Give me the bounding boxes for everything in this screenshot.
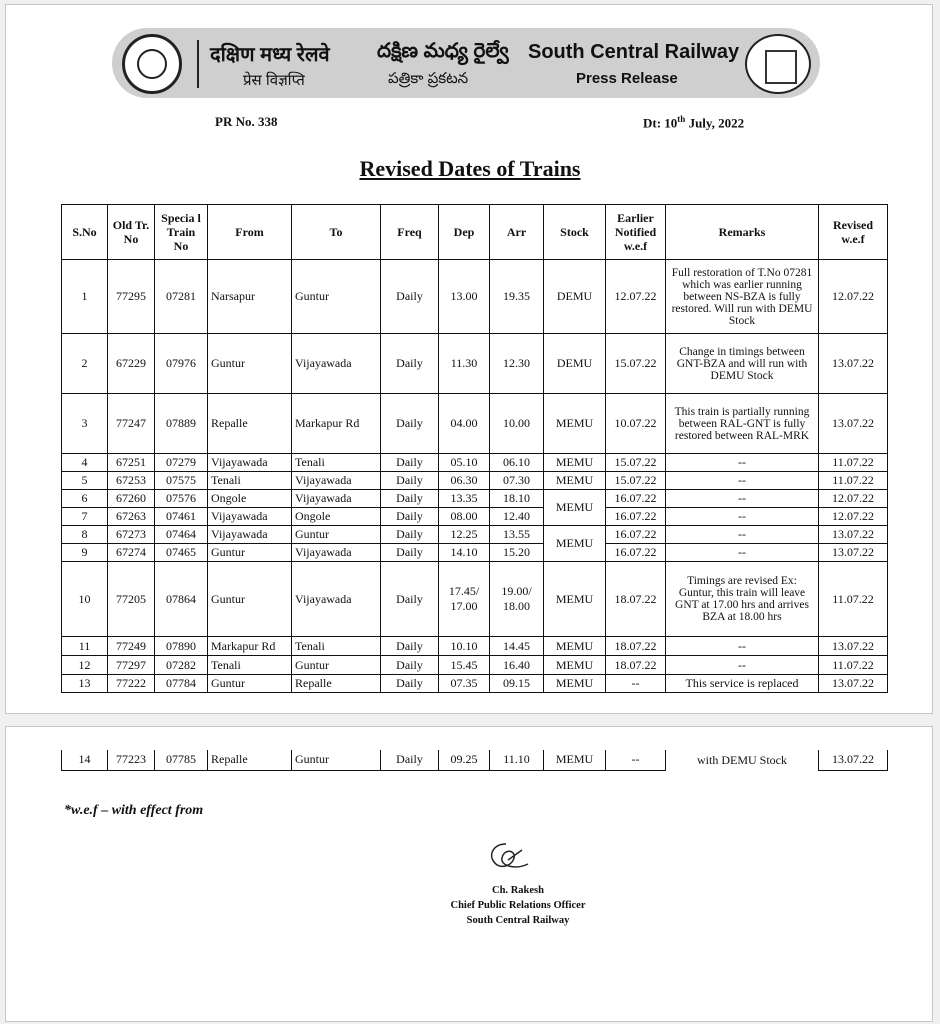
indian-railways-logo-icon [122, 34, 182, 94]
cell: 06.10 [490, 454, 544, 472]
cell: -- [666, 526, 819, 544]
cell: 07575 [155, 472, 208, 490]
cell: Daily [381, 750, 439, 770]
cell: This train is partially running between RAL-GNT is fully restored between RAL-MRK [666, 394, 819, 454]
table-row [62, 394, 888, 454]
cell: -- [606, 675, 666, 693]
cell: 07279 [155, 454, 208, 472]
table-row [62, 675, 888, 693]
cell: Vijayawada [208, 454, 292, 472]
cell: Change in timings between GNT-BZA and will run with DEMU Stock [666, 334, 819, 394]
footnote: *w.e.f – with effect from [64, 803, 204, 818]
cell: 13.55 [490, 526, 544, 544]
cell: 13.07.22 [819, 526, 888, 544]
cell: 77297 [108, 656, 155, 675]
cell: 14.10 [439, 544, 490, 562]
col-header: Dep [439, 205, 490, 260]
cell: 08.00 [439, 508, 490, 526]
cell: with DEMU Stock [666, 750, 819, 770]
english-press-release: Press Release [576, 70, 678, 87]
cell: Guntur [292, 526, 381, 544]
cell: 11.07.22 [819, 472, 888, 490]
cell: 14.45 [490, 637, 544, 656]
table-row [62, 334, 888, 394]
cell: Guntur [208, 562, 292, 637]
cell: 07461 [155, 508, 208, 526]
cell: Vijayawada [208, 526, 292, 544]
table-header-row [62, 205, 888, 260]
cell: 18.07.22 [606, 562, 666, 637]
cell: 16.07.22 [606, 544, 666, 562]
cell: 12.30 [490, 334, 544, 394]
cell: Tenali [292, 637, 381, 656]
cell: 11.07.22 [819, 562, 888, 637]
col-header: Arr [490, 205, 544, 260]
cell: 07976 [155, 334, 208, 394]
cell: Tenali [208, 472, 292, 490]
cell: Daily [381, 394, 439, 454]
cell: 15.07.22 [606, 472, 666, 490]
cell: 12 [62, 656, 108, 675]
cell: MEMU [544, 472, 606, 490]
col-header: Freq [381, 205, 439, 260]
table-row [62, 544, 888, 562]
cell: 07.30 [490, 472, 544, 490]
cell: 12.07.22 [819, 260, 888, 334]
cell: MEMU [544, 490, 606, 526]
cell: 15.07.22 [606, 454, 666, 472]
table-row [62, 454, 888, 472]
cell: -- [666, 508, 819, 526]
cell: 77247 [108, 394, 155, 454]
cell: 15.07.22 [606, 334, 666, 394]
cell: 77295 [108, 260, 155, 334]
col-header: Stock [544, 205, 606, 260]
col-header: Old Tr. No [108, 205, 155, 260]
cell: 07890 [155, 637, 208, 656]
hindi-press-release: प्रेस विज्ञप्ति [243, 72, 305, 89]
cell: Daily [381, 675, 439, 693]
cell: 77222 [108, 675, 155, 693]
cell: Ongole [292, 508, 381, 526]
pr-number: PR No. 338 [215, 114, 278, 129]
cell: 16.40 [490, 656, 544, 675]
cell: Daily [381, 508, 439, 526]
cell: Daily [381, 490, 439, 508]
cell: -- [666, 454, 819, 472]
cell: 11.10 [490, 750, 544, 770]
cell: 67274 [108, 544, 155, 562]
cell: 14 [62, 750, 108, 770]
cell: 13.00 [439, 260, 490, 334]
col-header: S.No [62, 205, 108, 260]
cell: 12.07.22 [606, 260, 666, 334]
cell: Full restoration of T.No 07281 which was earlier running between NS-BZA is fully restored. Will run with DEMU Stock [666, 260, 819, 334]
cell: -- [666, 472, 819, 490]
cell: Daily [381, 656, 439, 675]
table-row [62, 260, 888, 334]
cell: 13.07.22 [819, 334, 888, 394]
cell: 07784 [155, 675, 208, 693]
cell: 12.40 [490, 508, 544, 526]
cell: 07465 [155, 544, 208, 562]
cell: MEMU [544, 750, 606, 770]
page-title: Revised Dates of Trains [359, 156, 581, 181]
cell: 12.07.22 [819, 490, 888, 508]
cell: 06.30 [439, 472, 490, 490]
cell: MEMU [544, 394, 606, 454]
cell: -- [666, 490, 819, 508]
cell: 19.35 [490, 260, 544, 334]
cell: Vijayawada [292, 562, 381, 637]
cell: Guntur [292, 260, 381, 334]
cell: Guntur [292, 656, 381, 675]
cell: 11.07.22 [819, 454, 888, 472]
cell: 77223 [108, 750, 155, 770]
cell: Guntur [292, 750, 381, 770]
cell: 13.07.22 [819, 637, 888, 656]
cell: 11.30 [439, 334, 490, 394]
cell: Tenali [292, 454, 381, 472]
cell: Vijayawada [292, 490, 381, 508]
cell: 67229 [108, 334, 155, 394]
cell: 3 [62, 394, 108, 454]
cell: Guntur [208, 334, 292, 394]
cell: Daily [381, 260, 439, 334]
hindi-railway-name: दक्षिण मध्य रेलवे [210, 44, 330, 66]
release-date: Dt: 10th July, 2022 [643, 114, 745, 131]
cell: Vijayawada [292, 544, 381, 562]
cell: 07864 [155, 562, 208, 637]
col-header: Revised w.e.f [819, 205, 888, 260]
cell: 04.00 [439, 394, 490, 454]
cell: 12.25 [439, 526, 490, 544]
telugu-press-release: పత్రికా ప్రకటన [388, 70, 469, 87]
col-header: Remarks [666, 205, 819, 260]
col-header: From [208, 205, 292, 260]
header-divider [197, 40, 199, 88]
cell: Repalle [292, 675, 381, 693]
cell: Timings are revised Ex: Guntur, this train will leave GNT at 17.00 hrs and arrives BZA at 18.00 hrs [666, 562, 819, 637]
cell: 11.07.22 [819, 656, 888, 675]
cell: 77249 [108, 637, 155, 656]
table-row [62, 656, 888, 675]
telugu-railway-name: దక్షిణ మధ్య రైల్వే [377, 40, 509, 62]
cell: Ongole [208, 490, 292, 508]
cell: MEMU [544, 454, 606, 472]
cell: 13.07.22 [819, 544, 888, 562]
cell: 2 [62, 334, 108, 394]
cell: Vijayawada [208, 508, 292, 526]
table-row [62, 562, 888, 637]
cell: 4 [62, 454, 108, 472]
cell: 67253 [108, 472, 155, 490]
cell: MEMU [544, 562, 606, 637]
cell: 18.07.22 [606, 656, 666, 675]
cell: 77205 [108, 562, 155, 637]
cell: 13.35 [439, 490, 490, 508]
cell: -- [666, 544, 819, 562]
cell: 07889 [155, 394, 208, 454]
cell: 16.07.22 [606, 508, 666, 526]
col-header: Specia l Train No [155, 205, 208, 260]
cell: 10.00 [490, 394, 544, 454]
table-row [62, 490, 888, 508]
cell: 09.15 [490, 675, 544, 693]
cell: 67260 [108, 490, 155, 508]
signatory-designation: Chief Public Relations Officer [450, 900, 586, 911]
cell: Guntur [208, 544, 292, 562]
cell: 16.07.22 [606, 490, 666, 508]
cell: 9 [62, 544, 108, 562]
cell: 15.45 [439, 656, 490, 675]
cell: 11 [62, 637, 108, 656]
cell: 6 [62, 490, 108, 508]
cell: 07282 [155, 656, 208, 675]
signatory-org: South Central Railway [466, 915, 570, 926]
cell: 67251 [108, 454, 155, 472]
cell: 10.10 [439, 637, 490, 656]
table-row [62, 750, 888, 770]
cell: 09.25 [439, 750, 490, 770]
cell: Repalle [208, 750, 292, 770]
cell: 12.07.22 [819, 508, 888, 526]
cell: Vijayawada [292, 472, 381, 490]
train-table-continued [61, 750, 888, 771]
cell: MEMU [544, 656, 606, 675]
cell: Tenali [208, 656, 292, 675]
cell: 17.45/ 17.00 [439, 562, 490, 637]
cell: MEMU [544, 675, 606, 693]
cell: Daily [381, 334, 439, 394]
cell: DEMU [544, 334, 606, 394]
cell: 8 [62, 526, 108, 544]
cell: Daily [381, 637, 439, 656]
cell: 18.10 [490, 490, 544, 508]
cell: 13.07.22 [819, 750, 888, 770]
cell: -- [666, 656, 819, 675]
cell: Repalle [208, 394, 292, 454]
cell: Daily [381, 562, 439, 637]
table-row [62, 508, 888, 526]
train-table [61, 204, 888, 693]
cell: 07785 [155, 750, 208, 770]
cell: -- [606, 750, 666, 770]
cell: Daily [381, 544, 439, 562]
col-header: To [292, 205, 381, 260]
cell: 13.07.22 [819, 394, 888, 454]
cell: 07281 [155, 260, 208, 334]
table-row [62, 637, 888, 656]
cell: 5 [62, 472, 108, 490]
cell: 7 [62, 508, 108, 526]
cell: Guntur [208, 675, 292, 693]
cell: 07576 [155, 490, 208, 508]
cell: 19.00/ 18.00 [490, 562, 544, 637]
cell: 15.20 [490, 544, 544, 562]
signatory-name: Ch. Rakesh [492, 885, 544, 896]
cell: 07464 [155, 526, 208, 544]
signature-icon [486, 840, 530, 876]
cell: 67263 [108, 508, 155, 526]
cell: DEMU [544, 260, 606, 334]
cell: -- [666, 637, 819, 656]
cell: This service is replaced [666, 675, 819, 693]
cell: Daily [381, 472, 439, 490]
cell: 07.35 [439, 675, 490, 693]
cell: 67273 [108, 526, 155, 544]
cell: Narsapur [208, 260, 292, 334]
cell: 13 [62, 675, 108, 693]
english-railway-name: South Central Railway [528, 41, 740, 63]
cell: Markapur Rd [292, 394, 381, 454]
cell: 16.07.22 [606, 526, 666, 544]
cell: Daily [381, 454, 439, 472]
cell: MEMU [544, 637, 606, 656]
train-engine-logo-icon [745, 34, 811, 94]
cell: Vijayawada [292, 334, 381, 394]
cell: 05.10 [439, 454, 490, 472]
cell: 18.07.22 [606, 637, 666, 656]
table-row [62, 472, 888, 490]
table-row [62, 526, 888, 544]
cell: 10 [62, 562, 108, 637]
cell: Markapur Rd [208, 637, 292, 656]
cell: 13.07.22 [819, 675, 888, 693]
cell: 1 [62, 260, 108, 334]
cell: Daily [381, 526, 439, 544]
col-header: Earlier Notified w.e.f [606, 205, 666, 260]
cell: MEMU [544, 526, 606, 562]
cell: 10.07.22 [606, 394, 666, 454]
